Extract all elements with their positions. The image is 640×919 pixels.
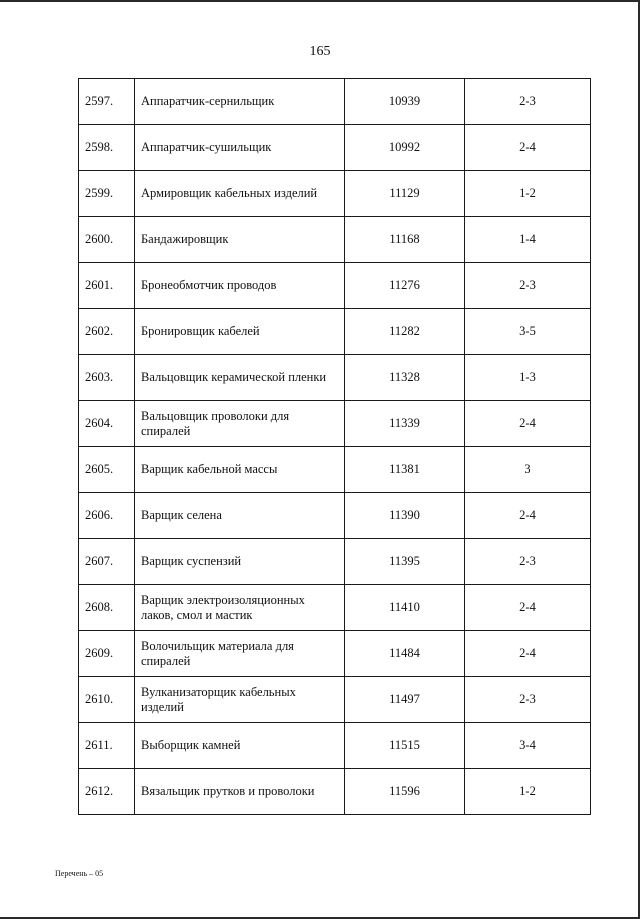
scan-border-top bbox=[0, 0, 640, 2]
profession-code: 11515 bbox=[345, 723, 465, 769]
profession-code: 11328 bbox=[345, 355, 465, 401]
row-number: 2610. bbox=[79, 677, 135, 723]
grade-range: 2-3 bbox=[465, 263, 591, 309]
profession-table-body bbox=[79, 79, 591, 815]
grade-range: 2-3 bbox=[465, 539, 591, 585]
profession-code: 11168 bbox=[345, 217, 465, 263]
profession-name: Бандажировщик bbox=[135, 217, 345, 263]
table-row bbox=[79, 171, 591, 217]
grade-range: 3-5 bbox=[465, 309, 591, 355]
profession-code: 11339 bbox=[345, 401, 465, 447]
profession-code: 11282 bbox=[345, 309, 465, 355]
grade-range: 2-4 bbox=[465, 631, 591, 677]
profession-code: 10992 bbox=[345, 125, 465, 171]
row-number: 2609. bbox=[79, 631, 135, 677]
grade-range: 2-4 bbox=[465, 585, 591, 631]
profession-code: 11129 bbox=[345, 171, 465, 217]
table-row bbox=[79, 217, 591, 263]
table-row bbox=[79, 769, 591, 815]
profession-name: Вулканизаторщик кабельных изделий bbox=[135, 677, 345, 723]
row-number: 2602. bbox=[79, 309, 135, 355]
profession-name: Бронеобмотчик проводов bbox=[135, 263, 345, 309]
profession-name: Варщик кабельной массы bbox=[135, 447, 345, 493]
profession-name: Бронировщик кабелей bbox=[135, 309, 345, 355]
row-number: 2606. bbox=[79, 493, 135, 539]
footer-document-code: Перечень – 05 bbox=[55, 869, 104, 878]
row-number: 2601. bbox=[79, 263, 135, 309]
table-row bbox=[79, 263, 591, 309]
grade-range: 2-4 bbox=[465, 493, 591, 539]
row-number: 2599. bbox=[79, 171, 135, 217]
profession-name: Армировщик кабельных изделий bbox=[135, 171, 345, 217]
table-row bbox=[79, 79, 591, 125]
profession-code: 11381 bbox=[345, 447, 465, 493]
table-row bbox=[79, 631, 591, 677]
grade-range: 1-2 bbox=[465, 769, 591, 815]
profession-name: Варщик суспензий bbox=[135, 539, 345, 585]
grade-range: 3-4 bbox=[465, 723, 591, 769]
table-row bbox=[79, 677, 591, 723]
row-number: 2603. bbox=[79, 355, 135, 401]
grade-range: 1-4 bbox=[465, 217, 591, 263]
table-row bbox=[79, 585, 591, 631]
grade-range: 2-4 bbox=[465, 125, 591, 171]
row-number: 2611. bbox=[79, 723, 135, 769]
row-number: 2597. bbox=[79, 79, 135, 125]
profession-code: 11395 bbox=[345, 539, 465, 585]
table-row bbox=[79, 355, 591, 401]
grade-range: 1-3 bbox=[465, 355, 591, 401]
row-number: 2607. bbox=[79, 539, 135, 585]
profession-name: Вальцовщик проволоки для спиралей bbox=[135, 401, 345, 447]
profession-name: Вязальщик прутков и проволоки bbox=[135, 769, 345, 815]
profession-name: Вальцовщик керамической пленки bbox=[135, 355, 345, 401]
page-number: 165 bbox=[309, 44, 331, 59]
row-number: 2600. bbox=[79, 217, 135, 263]
profession-name: Варщик электроизоляционных лаков, смол и мастик bbox=[135, 585, 345, 631]
profession-code: 11484 bbox=[345, 631, 465, 677]
table-row bbox=[79, 493, 591, 539]
profession-code: 11596 bbox=[345, 769, 465, 815]
profession-name: Выборщик камней bbox=[135, 723, 345, 769]
profession-code: 11410 bbox=[345, 585, 465, 631]
table-row bbox=[79, 309, 591, 355]
table-row bbox=[79, 401, 591, 447]
profession-table bbox=[78, 78, 591, 815]
grade-range: 2-3 bbox=[465, 79, 591, 125]
profession-name: Аппаратчик-сернильщик bbox=[135, 79, 345, 125]
table-row bbox=[79, 723, 591, 769]
profession-name: Аппаратчик-сушильщик bbox=[135, 125, 345, 171]
profession-code: 11276 bbox=[345, 263, 465, 309]
row-number: 2608. bbox=[79, 585, 135, 631]
grade-range: 1-2 bbox=[465, 171, 591, 217]
row-number: 2605. bbox=[79, 447, 135, 493]
profession-code: 11497 bbox=[345, 677, 465, 723]
row-number: 2604. bbox=[79, 401, 135, 447]
table-row bbox=[79, 539, 591, 585]
profession-code: 10939 bbox=[345, 79, 465, 125]
table-row bbox=[79, 447, 591, 493]
grade-range: 2-4 bbox=[465, 401, 591, 447]
profession-name: Варщик селена bbox=[135, 493, 345, 539]
table-row bbox=[79, 125, 591, 171]
row-number: 2612. bbox=[79, 769, 135, 815]
profession-code: 11390 bbox=[345, 493, 465, 539]
grade-range: 2-3 bbox=[465, 677, 591, 723]
profession-name: Волочильщик материала для спиралей bbox=[135, 631, 345, 677]
row-number: 2598. bbox=[79, 125, 135, 171]
grade-range: 3 bbox=[465, 447, 591, 493]
